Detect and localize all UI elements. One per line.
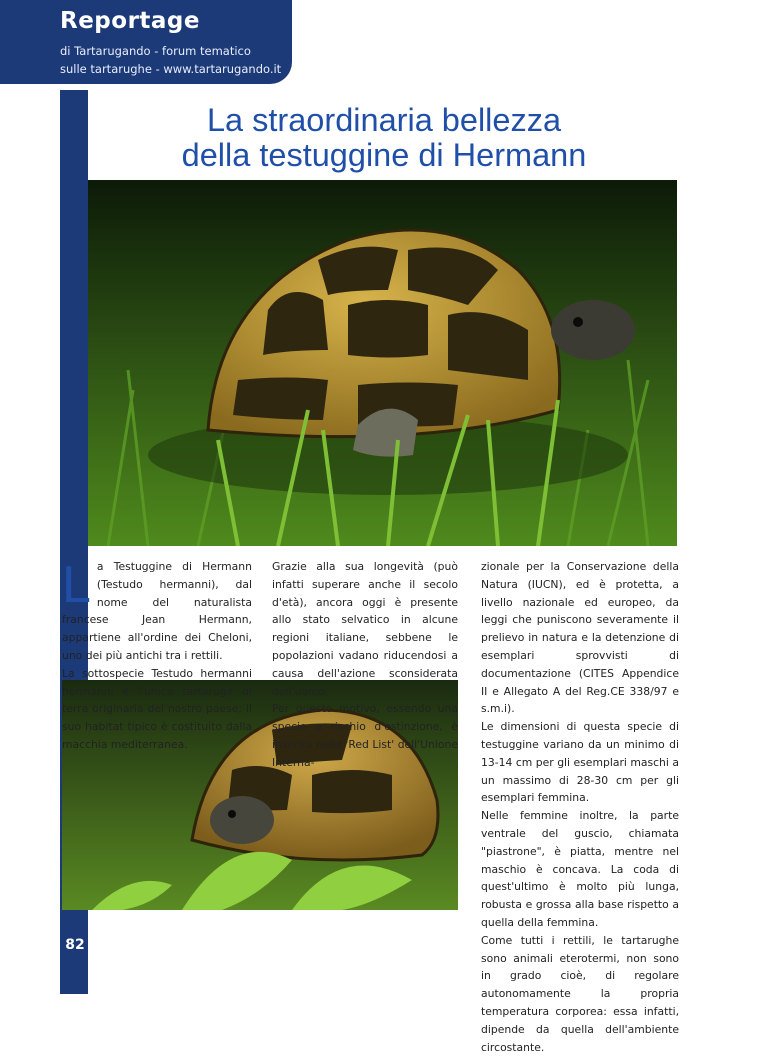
- article-column-3: [481, 558, 679, 1056]
- article-paragraph: Come tutti i rettili, le tartarughe sono animali eterotermi, non sono in grado cioè, di regolare autonomamente la propria temperatura corporea: essa infatti, dipende da quella dell'ambiente circostante.: [481, 933, 679, 1054]
- article-paragraph: zionale per la Conservazione della Natura (IUCN), ed è protetta, a livello nazionale ed europeo, da leggi che puniscono severamente il prelievo in natura e la detenzione di esemplari sprovvisti di documentazione (CITES Appendice II e Allegato A del Reg.CE 338/97 e s.m.i).: [481, 560, 679, 716]
- drop-cap: L: [62, 556, 91, 614]
- section-label: Reportage: [60, 8, 200, 34]
- article-title-line2: della testuggine di Hermann: [181, 137, 587, 173]
- article-paragraph: Grazie alla sua longevità (può infatti superare anche il secolo d'età), ancora oggi è presente allo stato selvatico in alcune regioni italiane, sebbene le popolazioni vadano riducendosi a causa dell'azione sconsiderata dell'uomo.: [272, 560, 458, 698]
- article-paragraph: [62, 558, 252, 665]
- article-column-2: [272, 558, 458, 772]
- article-column-1: [62, 558, 252, 754]
- article-paragraph: La sottospecie Testudo hermanni hermanni è l'unica tartaruga di terra originaria del nostro paese; il suo habitat tipico è costituito dalla macchia mediterranea.: [62, 666, 252, 751]
- main-tortoise-photo: [88, 180, 677, 546]
- article-paragraph: Le dimensioni di questa specie di testuggine variano da un minimo di 13-14 cm per gli esemplari maschi a un massimo di 28-30 cm per gli esemplari femmina.: [481, 720, 679, 805]
- section-subtitle-line2: sulle tartarughe - www.tartarugando.it: [60, 62, 282, 76]
- article-paragraph: Per questo motivo, essendo una specie a rischio d'estinzione, è inserita nella 'Red List' dell'Unione Interna-: [272, 702, 458, 769]
- paragraph-text: a Testuggine di Hermann (Testudo hermanni), dal nome del naturalista francese Jean Hermann, appartiene all'ordine dei Cheloni, uno dei più antichi tra i rettili.: [62, 560, 252, 662]
- article-title-line1: La straordinaria bellezza: [206, 102, 562, 138]
- page-number: 82: [65, 937, 85, 953]
- section-header: [0, 0, 292, 84]
- section-subtitle-line1: di Tartarugando - forum tematico: [60, 44, 251, 58]
- article-paragraph: Nelle femmine inoltre, la parte ventrale del guscio, chiamata "piastrone", è piatta, mentre nel maschio è concava. La coda di quest'ultimo è molto più lunga, robusta e grossa alla base rispetto a quella della femmina.: [481, 809, 679, 929]
